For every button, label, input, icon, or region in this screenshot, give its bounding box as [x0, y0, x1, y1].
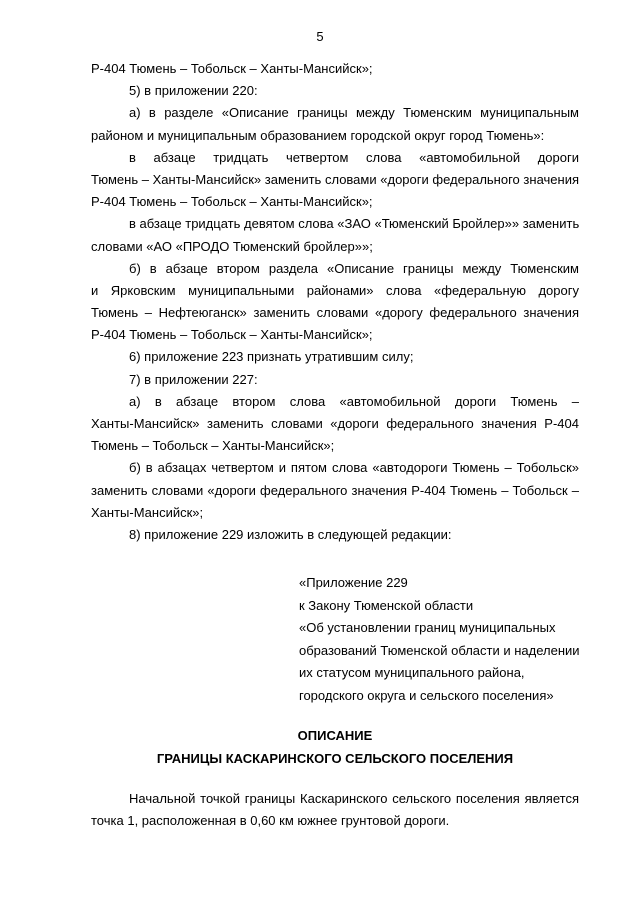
paragraph	[91, 457, 579, 524]
text-line: Начальной точкой границы Каскаринского сельского поселения является	[129, 791, 579, 806]
text-line: районом и муниципальным образованием городской округ город Тюмень»:	[91, 127, 545, 143]
text-line: Тюмень – Ханты-Мансийск» заменить словами «дороги федерального значения	[91, 171, 579, 187]
final-paragraph	[91, 788, 579, 832]
text-line: точка 1, расположенная в 0,60 км южнее грунтовой дороги.	[91, 813, 450, 829]
text-line: заменить словами «дороги федерального значения Р-404 Тюмень – Тобольск –	[91, 482, 579, 498]
text-line: 8) приложение 229 изложить в следующей редакции:	[129, 526, 452, 542]
appendix-line: «Об установлении границ муниципальных	[299, 620, 556, 635]
text-line: а) в разделе «Описание границы между Тюменским муниципальным	[129, 105, 579, 121]
text-line: б) в абзацах четвертом и пятом слова «автодороги Тюмень – Тобольск»	[129, 460, 579, 476]
text-line: 6) приложение 223 признать утратившим силу;	[129, 349, 414, 365]
appendix-line: городского округа и сельского поселения»	[299, 687, 554, 703]
text-line: Р-404 Тюмень – Тобольск – Ханты-Мансийск»;	[91, 194, 373, 210]
page-number: 5	[316, 29, 324, 44]
text-line: а) в абзаце втором слова «автомобильной дороги Тюмень –	[129, 393, 579, 409]
text-line: словами «АО «ПРОДО Тюменский бройлер»»;	[91, 238, 373, 254]
text-line: Тюмень – Тобольск – Ханты-Мансийск»;	[91, 438, 335, 454]
text-line: Тюмень – Нефтеюганск» заменить словами «дорогу федерального значения	[91, 305, 579, 321]
section-heading: ОПИСАНИЕ	[297, 728, 373, 743]
paragraph	[91, 346, 579, 368]
document-body	[91, 58, 579, 546]
text-line: и Ярковским муниципальными районами» слова «федеральную дорогу	[91, 282, 579, 298]
section-subheading: ГРАНИЦЫ КАСКАРИНСКОГО СЕЛЬСКОГО ПОСЕЛЕНИЯ	[156, 751, 514, 766]
paragraph	[91, 213, 579, 257]
paragraph	[91, 147, 579, 214]
text-line: 5) в приложении 220:	[129, 83, 258, 99]
text-line: в абзаце тридцать девятом слова «ЗАО «Тюменский Бройлер»» заменить	[129, 216, 580, 232]
paragraph	[91, 58, 579, 80]
paragraph	[91, 524, 579, 546]
text-line: Р-404 Тюмень – Тобольск – Ханты-Мансийск»;	[91, 61, 373, 76]
appendix-line: к Закону Тюменской области	[299, 597, 474, 613]
text-line: в абзаце тридцать четвертом слова «автомобильной дороги	[129, 149, 579, 165]
paragraph	[91, 258, 579, 347]
appendix-line: образований Тюменской области и наделении	[299, 642, 580, 658]
text-line: Ханты-Мансийск»;	[91, 504, 204, 520]
paragraph	[91, 80, 579, 102]
appendix-line: «Приложение 229	[299, 575, 408, 590]
text-line: Р-404 Тюмень – Тобольск – Ханты-Мансийск»;	[91, 327, 373, 343]
text-line: 7) в приложении 227:	[129, 371, 258, 387]
paragraph	[91, 102, 579, 146]
text-line: б) в абзаце втором раздела «Описание границы между Тюменским	[129, 260, 579, 276]
paragraph	[91, 391, 579, 458]
text-line: Ханты-Мансийск» заменить словами «дороги федерального значения Р-404	[91, 416, 579, 431]
appendix-line: их статусом муниципального района,	[299, 665, 525, 680]
appendix-header	[299, 572, 589, 707]
paragraph	[91, 369, 579, 391]
